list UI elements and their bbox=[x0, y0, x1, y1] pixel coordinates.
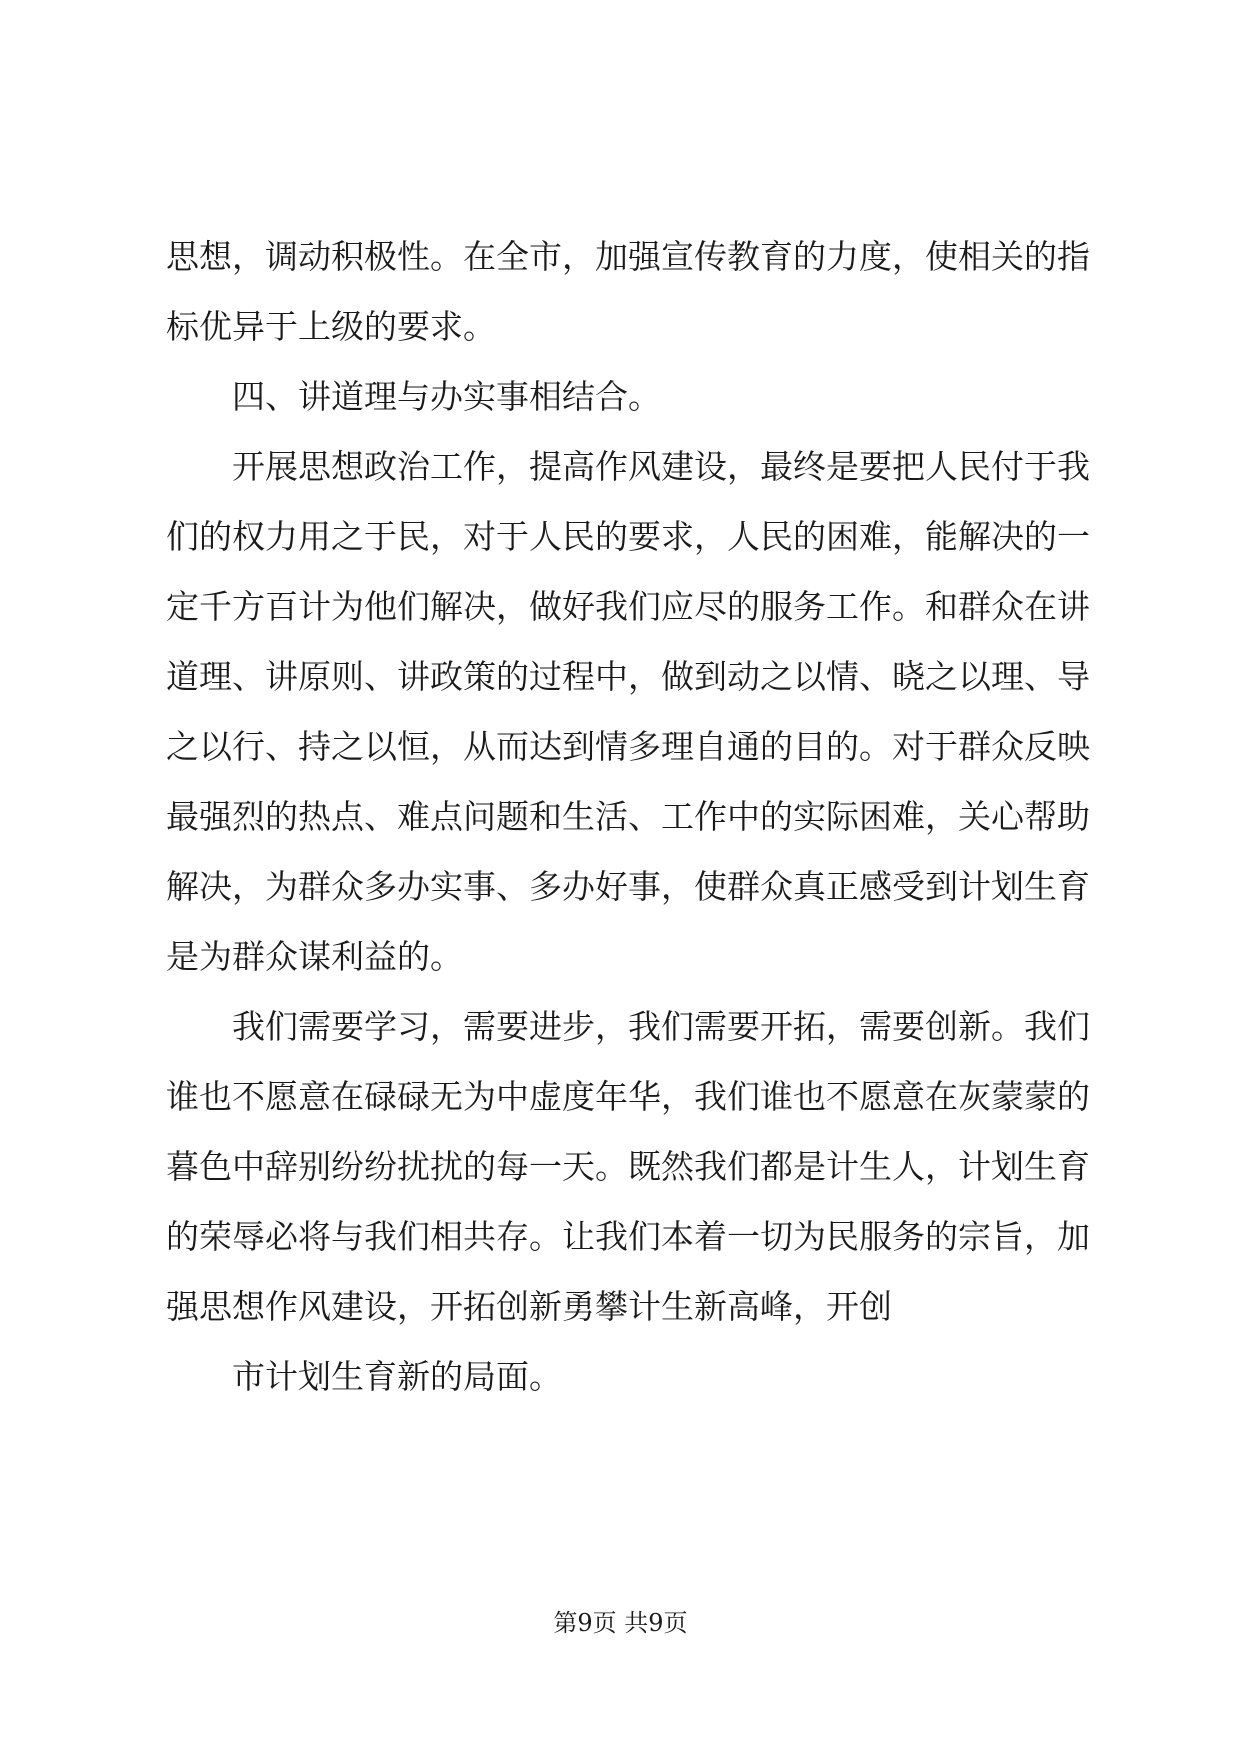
text-line: 之以行、持之以恒，从而达到情多理自通的目的。对于群众反映 bbox=[166, 727, 1090, 766]
text-line: 开展思想政治工作，提高作风建设，最终是要把人民付于我 bbox=[232, 447, 1090, 486]
section-heading: 四、讲道理与办实事相结合。 bbox=[232, 377, 661, 416]
text-line: 最强烈的热点、难点问题和生活、工作中的实际困难，关心帮助 bbox=[166, 797, 1090, 836]
text-line: 定千方百计为他们解决，做好我们应尽的服务工作。和群众在讲 bbox=[166, 587, 1090, 626]
text-line: 是为群众谋利益的。 bbox=[166, 937, 463, 976]
text-line: 标优异于上级的要求。 bbox=[166, 307, 496, 346]
text-line: 思想，调动积极性。在全市，加强宣传教育的力度，使相关的指 bbox=[166, 237, 1090, 276]
text-line: 市计划生育新的局面。 bbox=[232, 1357, 562, 1396]
text-line: 我们需要学习，需要进步，我们需要开拓，需要创新。我们 bbox=[232, 1007, 1090, 1046]
text-line: 道理、讲原则、讲政策的过程中，做到动之以情、晓之以理、导 bbox=[166, 657, 1090, 696]
text-line: 谁也不愿意在碌碌无为中虚度年华，我们谁也不愿意在灰蒙蒙的 bbox=[166, 1077, 1090, 1116]
text-line: 的荣辱必将与我们相共存。让我们本着一切为民服务的宗旨，加 bbox=[166, 1217, 1090, 1256]
text-line: 暮色中辞别纷纷扰扰的每一天。既然我们都是计生人，计划生育 bbox=[166, 1147, 1090, 1186]
text-line: 强思想作风建设，开拓创新勇攀计生新高峰，开创 bbox=[166, 1287, 892, 1326]
text-line: 解决，为群众多办实事、多办好事，使群众真正感受到计划生育 bbox=[166, 867, 1090, 906]
page-number-footer: 第9页 共9页 bbox=[553, 1609, 688, 1637]
text-line: 们的权力用之于民，对于人民的要求，人民的困难，能解决的一 bbox=[166, 517, 1090, 556]
